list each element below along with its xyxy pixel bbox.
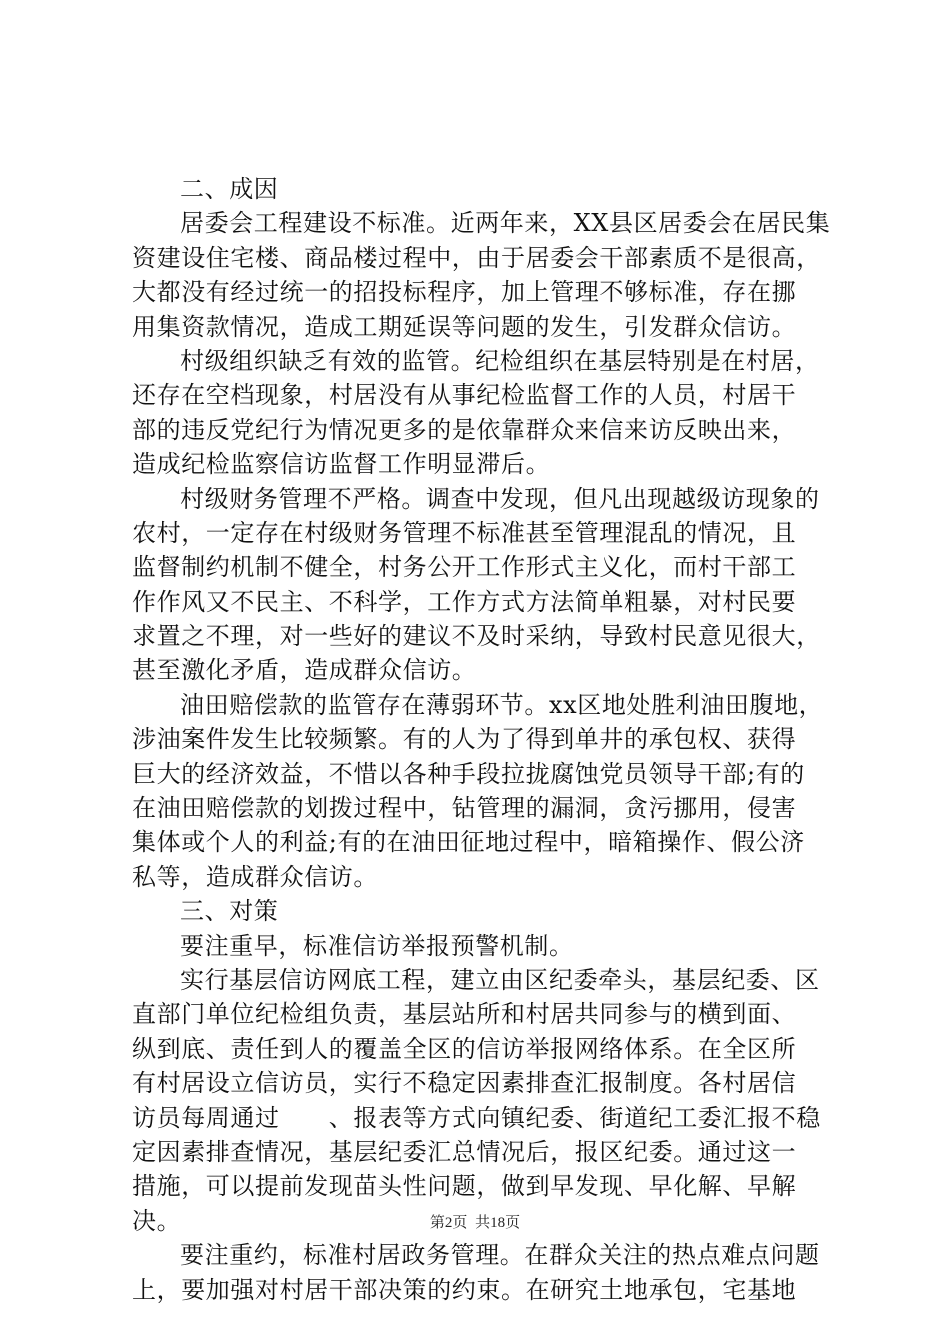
text-line: 三、对策 <box>180 897 279 926</box>
text-line: 部的违反党纪行为情况更多的是依靠群众来信来访反映出来， <box>132 415 797 444</box>
text-line: 油田赔偿款的监管存在薄弱环节。xx区地处胜利油田腹地， <box>180 690 824 719</box>
text-line: 在油田赔偿款的划拨过程中，钻管理的漏洞，贪污挪用，侵害 <box>132 794 797 823</box>
text-line: 集体或个人的利益;有的在油田征地过程中，暗箱操作、假公济 <box>132 828 805 857</box>
page-total: 共18页 <box>475 1215 521 1231</box>
text-line: 居委会工程建设不标准。近两年来，XX县区居委会在居民集 <box>180 209 831 238</box>
text-line: 实行基层信访网底工程，建立由区纪委牵头，基层纪委、区 <box>180 965 820 994</box>
text-line: 求置之不理，对一些好的建议不及时采纳，导致村民意见很大， <box>132 622 821 651</box>
text-line: 上，要加强对村居干部决策的约束。在研究土地承包，宅基地 <box>132 1275 797 1304</box>
text-line: 作作风又不民主、不科学，工作方式方法简单粗暴，对村民要 <box>132 587 797 616</box>
text-line: 有村居设立信访员，实行不稳定因素排查汇报制度。各村居信 <box>132 1069 797 1098</box>
text-line: 措施，可以提前发现苗头性问题，做到早发现、早化解、早解 <box>132 1172 797 1201</box>
text-line: 纵到底、责任到人的覆盖全区的信访举报网络体系。在全区所 <box>132 1034 797 1063</box>
page-number: 第2页 <box>429 1215 468 1231</box>
text-line: 要注重早，标准信访举报预警机制。 <box>180 931 574 960</box>
text-line: 巨大的经济效益，不惜以各种手段拉拢腐蚀党员领导干部;有的 <box>132 759 805 788</box>
text-line: 用集资款情况，造成工期延误等问题的发生，引发群众信访。 <box>132 312 797 341</box>
text-line: 还存在空档现象，村居没有从事纪检监督工作的人员，村居干 <box>132 381 797 410</box>
text-line: 监督制约机制不健全，村务公开工作形式主义化，而村干部工 <box>132 553 797 582</box>
text-line: 二、成因 <box>180 175 279 203</box>
document-body <box>132 172 832 1307</box>
text-line: 村级财务管理不严格。调查中发现，但凡出现越级访现象的 <box>180 484 820 513</box>
text-line: 定因素排查情况，基层纪委汇总情况后，报区纪委。通过这一 <box>132 1137 797 1166</box>
text-line: 甚至激化矛盾，造成群众信访。 <box>132 656 477 685</box>
text-line: 农村，一定存在村级财务管理不标准甚至管理混乱的情况，且 <box>132 518 797 547</box>
text-line: 大都没有经过统一的招投标程序，加上管理不够标准，存在挪 <box>132 278 797 307</box>
text-line: 私等，造成群众信访。 <box>132 862 378 891</box>
page-footer <box>0 1213 950 1233</box>
text-line: 访员每周通过 、报表等方式向镇纪委、街道纪工委汇报不稳 <box>132 1103 821 1132</box>
text-line: 涉油案件发生比较频繁。有的人为了得到单井的承包权、获得 <box>132 725 797 754</box>
text-line: 决。 <box>132 1206 182 1235</box>
text-line: 造成纪检监察信访监督工作明显滞后。 <box>132 450 551 479</box>
text-line: 资建设住宅楼、商品楼过程中，由于居委会干部素质不是很高， <box>132 243 821 272</box>
text-line: 要注重约，标准村居政务管理。在群众关注的热点难点问题 <box>180 1241 820 1270</box>
text-line: 村级组织缺乏有效的监管。纪检组织在基层特别是在村居， <box>180 346 820 375</box>
text-line: 直部门单位纪检组负责，基层站所和村居共同参与的横到面、 <box>132 1000 797 1029</box>
